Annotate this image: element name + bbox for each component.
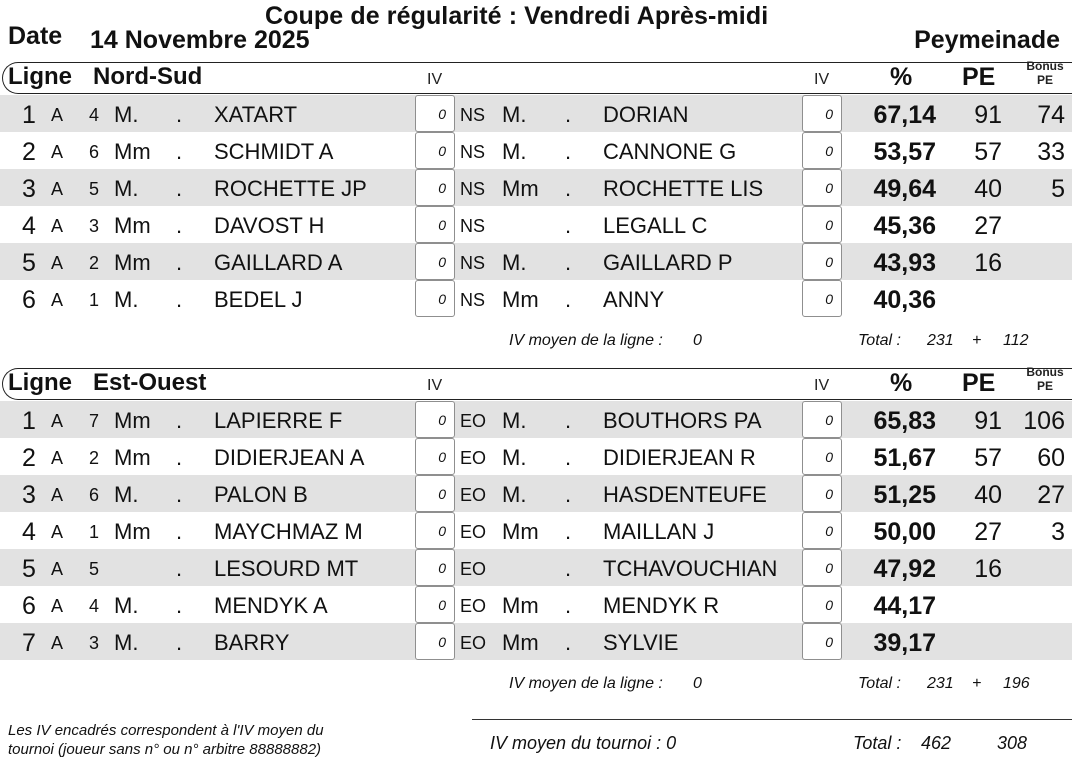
column-header-iv-1: IV <box>427 377 443 394</box>
table-row <box>0 512 1072 549</box>
player2-iv-box: 0 <box>802 95 842 132</box>
footer-divider <box>472 719 1072 720</box>
line-iv-label: IV moyen de la ligne : <box>509 332 663 349</box>
player2-iv-box: 0 <box>802 438 842 475</box>
player1-name: GAILLARD A <box>214 250 343 275</box>
rank: 1 <box>22 407 36 435</box>
player2-iv-box: 0 <box>802 280 842 317</box>
player1-name: SCHMIDT A <box>214 139 334 164</box>
footnote-line-2: tournoi (joueur sans n° ou n° arbitre 88888882) <box>8 741 322 758</box>
rank: 2 <box>22 444 36 472</box>
section-label: Ligne <box>8 63 72 90</box>
table-row <box>0 438 1072 475</box>
player1-dot: . <box>176 556 183 581</box>
direction: NS <box>460 216 486 236</box>
player1-iv-box: 0 <box>415 280 455 317</box>
player2-dot: . <box>565 213 572 238</box>
score-percent: 47,92 <box>873 555 936 583</box>
rank: 5 <box>22 249 36 277</box>
line-total-plus: + <box>972 332 982 349</box>
category: A <box>51 105 64 125</box>
footnote-line-1: Les IV encadrés correspondent à l'IV moyen du <box>8 722 324 739</box>
player1-iv-box: 0 <box>415 549 455 586</box>
category: A <box>51 596 64 616</box>
column-header-bonus-line1: Bonus <box>1026 59 1064 73</box>
direction: EO <box>460 485 487 505</box>
player1-title: Mm <box>114 250 151 275</box>
table-number: 4 <box>89 105 100 125</box>
bonus-pe: 3 <box>1051 518 1065 546</box>
bonus-pe: 27 <box>1037 481 1065 509</box>
direction: EO <box>460 411 487 431</box>
player1-dot: . <box>176 519 183 544</box>
player1-iv-box: 0 <box>415 95 455 132</box>
score-percent: 39,17 <box>873 629 936 657</box>
table-row <box>0 623 1072 660</box>
player1-title: M. <box>114 593 139 618</box>
bonus-pe: 60 <box>1037 444 1065 472</box>
column-header-pe: PE <box>962 63 996 91</box>
player2-title: M. <box>502 139 527 164</box>
player1-name: BEDEL J <box>214 287 303 312</box>
player2-iv-box: 0 <box>802 512 842 549</box>
rank: 3 <box>22 175 36 203</box>
category: A <box>51 290 64 310</box>
grand-total-bonus: 308 <box>997 733 1028 753</box>
player1-dot: . <box>176 630 183 655</box>
player1-dot: . <box>176 593 183 618</box>
score-percent: 65,83 <box>873 407 936 435</box>
player2-title: Mm <box>502 176 539 201</box>
direction: EO <box>460 559 487 579</box>
category: A <box>51 142 64 162</box>
player2-name: DORIAN <box>603 102 689 127</box>
player2-name: CANNONE G <box>603 139 737 164</box>
table-number: 2 <box>89 448 100 468</box>
player2-dot: . <box>565 556 572 581</box>
score-percent: 67,14 <box>873 101 936 129</box>
player2-name: GAILLARD P <box>603 250 733 275</box>
bonus-pe: 74 <box>1037 101 1065 129</box>
table-row <box>0 586 1072 623</box>
category: A <box>51 522 64 542</box>
direction: EO <box>460 522 487 542</box>
column-header-percent: % <box>890 369 913 397</box>
player1-name: LAPIERRE F <box>214 408 343 433</box>
table-number: 6 <box>89 485 100 505</box>
line-total-plus: + <box>972 675 982 692</box>
table-row <box>0 132 1072 169</box>
pe-points: 91 <box>974 101 1002 129</box>
direction: EO <box>460 633 487 653</box>
line-total-label: Total : <box>858 675 901 692</box>
column-header-bonus-line2: PE <box>1036 379 1053 393</box>
direction: NS <box>460 253 486 273</box>
player2-iv-box: 0 <box>802 401 842 438</box>
line-iv-value: 0 <box>693 332 702 349</box>
player2-dot: . <box>565 287 572 312</box>
player1-title: Mm <box>114 213 151 238</box>
player2-title: Mm <box>502 593 539 618</box>
score-percent: 51,25 <box>873 481 936 509</box>
player1-title: M. <box>114 630 139 655</box>
line-iv-value: 0 <box>693 675 702 692</box>
category: A <box>51 633 64 653</box>
category: A <box>51 448 64 468</box>
player2-name: ANNY <box>603 287 665 312</box>
player2-iv-box: 0 <box>802 475 842 512</box>
line-total-bonus: 196 <box>1003 675 1030 692</box>
pe-points: 40 <box>974 481 1002 509</box>
date-label: Date <box>8 22 63 50</box>
result-rows <box>0 401 1072 660</box>
player2-dot: . <box>565 250 572 275</box>
pe-points: 91 <box>974 407 1002 435</box>
player2-title: Mm <box>502 287 539 312</box>
player2-title: M. <box>502 445 527 470</box>
pe-points: 27 <box>974 518 1002 546</box>
player2-title: Mm <box>502 630 539 655</box>
player1-dot: . <box>176 250 183 275</box>
player1-name: XATART <box>214 102 298 127</box>
player1-title: M. <box>114 176 139 201</box>
player2-iv-box: 0 <box>802 623 842 660</box>
player2-dot: . <box>565 445 572 470</box>
direction: NS <box>460 179 486 199</box>
player2-dot: . <box>565 482 572 507</box>
player2-iv-box: 0 <box>802 243 842 280</box>
club-name: Peymeinade <box>914 26 1060 54</box>
pe-points: 40 <box>974 175 1002 203</box>
rank: 6 <box>22 286 36 314</box>
player1-title: Mm <box>114 408 151 433</box>
column-header-iv-2: IV <box>814 71 830 88</box>
player1-dot: . <box>176 213 183 238</box>
line-total-pe: 231 <box>927 675 954 692</box>
column-header-iv-2: IV <box>814 377 830 394</box>
date-value: 14 Novembre 2025 <box>90 26 310 54</box>
player1-dot: . <box>176 139 183 164</box>
score-percent: 51,67 <box>873 444 936 472</box>
player2-title: M. <box>502 482 527 507</box>
player1-dot: . <box>176 287 183 312</box>
player2-title: M. <box>502 408 527 433</box>
column-header-bonus <box>1018 365 1072 393</box>
score-percent: 45,36 <box>873 212 936 240</box>
category: A <box>51 485 64 505</box>
grand-total-pe: 462 <box>921 733 952 753</box>
player2-dot: . <box>565 139 572 164</box>
player1-iv-box: 0 <box>415 512 455 549</box>
player1-name: MENDYK A <box>214 593 328 618</box>
player2-dot: . <box>565 519 572 544</box>
pe-points: 16 <box>974 249 1002 277</box>
table-row <box>0 95 1072 132</box>
direction: NS <box>460 290 486 310</box>
player2-name: ROCHETTE LIS <box>603 176 764 201</box>
player1-iv-box: 0 <box>415 438 455 475</box>
player2-dot: . <box>565 630 572 655</box>
player1-title: Mm <box>114 445 151 470</box>
player2-name: HASDENTEUFE <box>603 482 767 507</box>
column-header-percent: % <box>890 63 913 91</box>
section-name: Nord-Sud <box>93 63 203 90</box>
table-row <box>0 206 1072 243</box>
result-rows <box>0 95 1072 317</box>
player2-iv-box: 0 <box>802 586 842 623</box>
player1-dot: . <box>176 408 183 433</box>
table-row <box>0 243 1072 280</box>
player1-iv-box: 0 <box>415 132 455 169</box>
pe-points: 27 <box>974 212 1002 240</box>
rank: 5 <box>22 555 36 583</box>
player1-title: Mm <box>114 139 151 164</box>
player1-dot: . <box>176 482 183 507</box>
player1-name: BARRY <box>214 630 290 655</box>
iv-tournoi-value: 0 <box>666 733 677 753</box>
column-header-iv-1: IV <box>427 71 443 88</box>
page-title: Coupe de régularité : Vendredi Après-midi <box>265 2 769 30</box>
direction: EO <box>460 596 487 616</box>
player1-dot: . <box>176 102 183 127</box>
table-number: 4 <box>89 596 100 616</box>
player1-iv-box: 0 <box>415 401 455 438</box>
table-number: 1 <box>89 290 100 310</box>
player1-name: LESOURD MT <box>214 556 359 581</box>
category: A <box>51 216 64 236</box>
player2-iv-box: 0 <box>802 206 842 243</box>
player2-dot: . <box>565 102 572 127</box>
player2-title: M. <box>502 250 527 275</box>
line-iv-label: IV moyen de la ligne : <box>509 675 663 692</box>
category: A <box>51 559 64 579</box>
column-header-pe: PE <box>962 369 996 397</box>
direction: NS <box>460 142 486 162</box>
player1-name: DIDIERJEAN A <box>214 445 365 470</box>
table-row <box>0 475 1072 512</box>
iv-tournoi <box>490 733 676 754</box>
table-number: 1 <box>89 522 100 542</box>
score-percent: 53,57 <box>873 138 936 166</box>
rank: 7 <box>22 629 36 657</box>
player1-name: ROCHETTE JP <box>214 176 367 201</box>
table-number: 3 <box>89 633 100 653</box>
table-row <box>0 280 1072 317</box>
table-row <box>0 549 1072 586</box>
table-row <box>0 401 1072 438</box>
player1-title: M. <box>114 482 139 507</box>
table-number: 5 <box>89 179 100 199</box>
player2-name: DIDIERJEAN R <box>603 445 756 470</box>
line-total-bonus: 112 <box>1003 332 1029 349</box>
player2-title: M. <box>502 102 527 127</box>
pe-points: 57 <box>974 138 1002 166</box>
player1-title: M. <box>114 287 139 312</box>
player2-title: Mm <box>502 519 539 544</box>
rank: 1 <box>22 101 36 129</box>
player2-iv-box: 0 <box>802 132 842 169</box>
column-header-bonus-line1: Bonus <box>1026 365 1064 379</box>
category: A <box>51 253 64 273</box>
player1-iv-box: 0 <box>415 586 455 623</box>
player2-name: BOUTHORS PA <box>603 408 762 433</box>
pe-points: 16 <box>974 555 1002 583</box>
player2-dot: . <box>565 408 572 433</box>
pe-points: 57 <box>974 444 1002 472</box>
score-percent: 49,64 <box>873 175 936 203</box>
table-row <box>0 169 1072 206</box>
rank: 3 <box>22 481 36 509</box>
player1-iv-box: 0 <box>415 475 455 512</box>
rank: 4 <box>22 212 36 240</box>
footnote <box>8 721 324 759</box>
category: A <box>51 411 64 431</box>
column-header-bonus-line2: PE <box>1036 73 1053 87</box>
bonus-pe: 106 <box>1023 407 1065 435</box>
line-total-pe: 231 <box>927 332 954 349</box>
player1-name: MAYCHMAZ M <box>214 519 363 544</box>
player2-name: LEGALL C <box>603 213 708 238</box>
score-percent: 50,00 <box>873 518 936 546</box>
player1-name: DAVOST H <box>214 213 325 238</box>
table-number: 6 <box>89 142 100 162</box>
section-name: Est-Ouest <box>93 369 207 396</box>
player2-iv-box: 0 <box>802 549 842 586</box>
section-label: Ligne <box>8 369 72 396</box>
rank: 6 <box>22 592 36 620</box>
rank: 4 <box>22 518 36 546</box>
player2-dot: . <box>565 176 572 201</box>
player2-dot: . <box>565 593 572 618</box>
rank: 2 <box>22 138 36 166</box>
player2-name: MAILLAN J <box>603 519 715 544</box>
player2-name: TCHAVOUCHIAN <box>603 556 778 581</box>
table-number: 2 <box>89 253 100 273</box>
player1-title: M. <box>114 102 139 127</box>
iv-tournoi-label: IV moyen du tournoi : <box>490 733 662 753</box>
grand-total-label: Total : <box>853 733 902 753</box>
line-total-label: Total : <box>858 332 901 349</box>
player1-iv-box: 0 <box>415 169 455 206</box>
player1-iv-box: 0 <box>415 206 455 243</box>
direction: NS <box>460 105 486 125</box>
bonus-pe: 5 <box>1051 175 1065 203</box>
player1-iv-box: 0 <box>415 623 455 660</box>
player2-name: MENDYK R <box>603 593 720 618</box>
player2-name: SYLVIE <box>603 630 679 655</box>
direction: EO <box>460 448 487 468</box>
score-percent: 44,17 <box>873 592 936 620</box>
player1-dot: . <box>176 176 183 201</box>
score-percent: 40,36 <box>873 286 936 314</box>
table-number: 3 <box>89 216 100 236</box>
player1-dot: . <box>176 445 183 470</box>
bonus-pe: 33 <box>1037 138 1065 166</box>
player1-name: PALON B <box>214 482 308 507</box>
table-number: 5 <box>89 559 100 579</box>
score-percent: 43,93 <box>873 249 936 277</box>
player1-title: Mm <box>114 519 151 544</box>
column-header-bonus <box>1018 59 1072 87</box>
table-number: 7 <box>89 411 100 431</box>
player1-iv-box: 0 <box>415 243 455 280</box>
category: A <box>51 179 64 199</box>
player2-iv-box: 0 <box>802 169 842 206</box>
